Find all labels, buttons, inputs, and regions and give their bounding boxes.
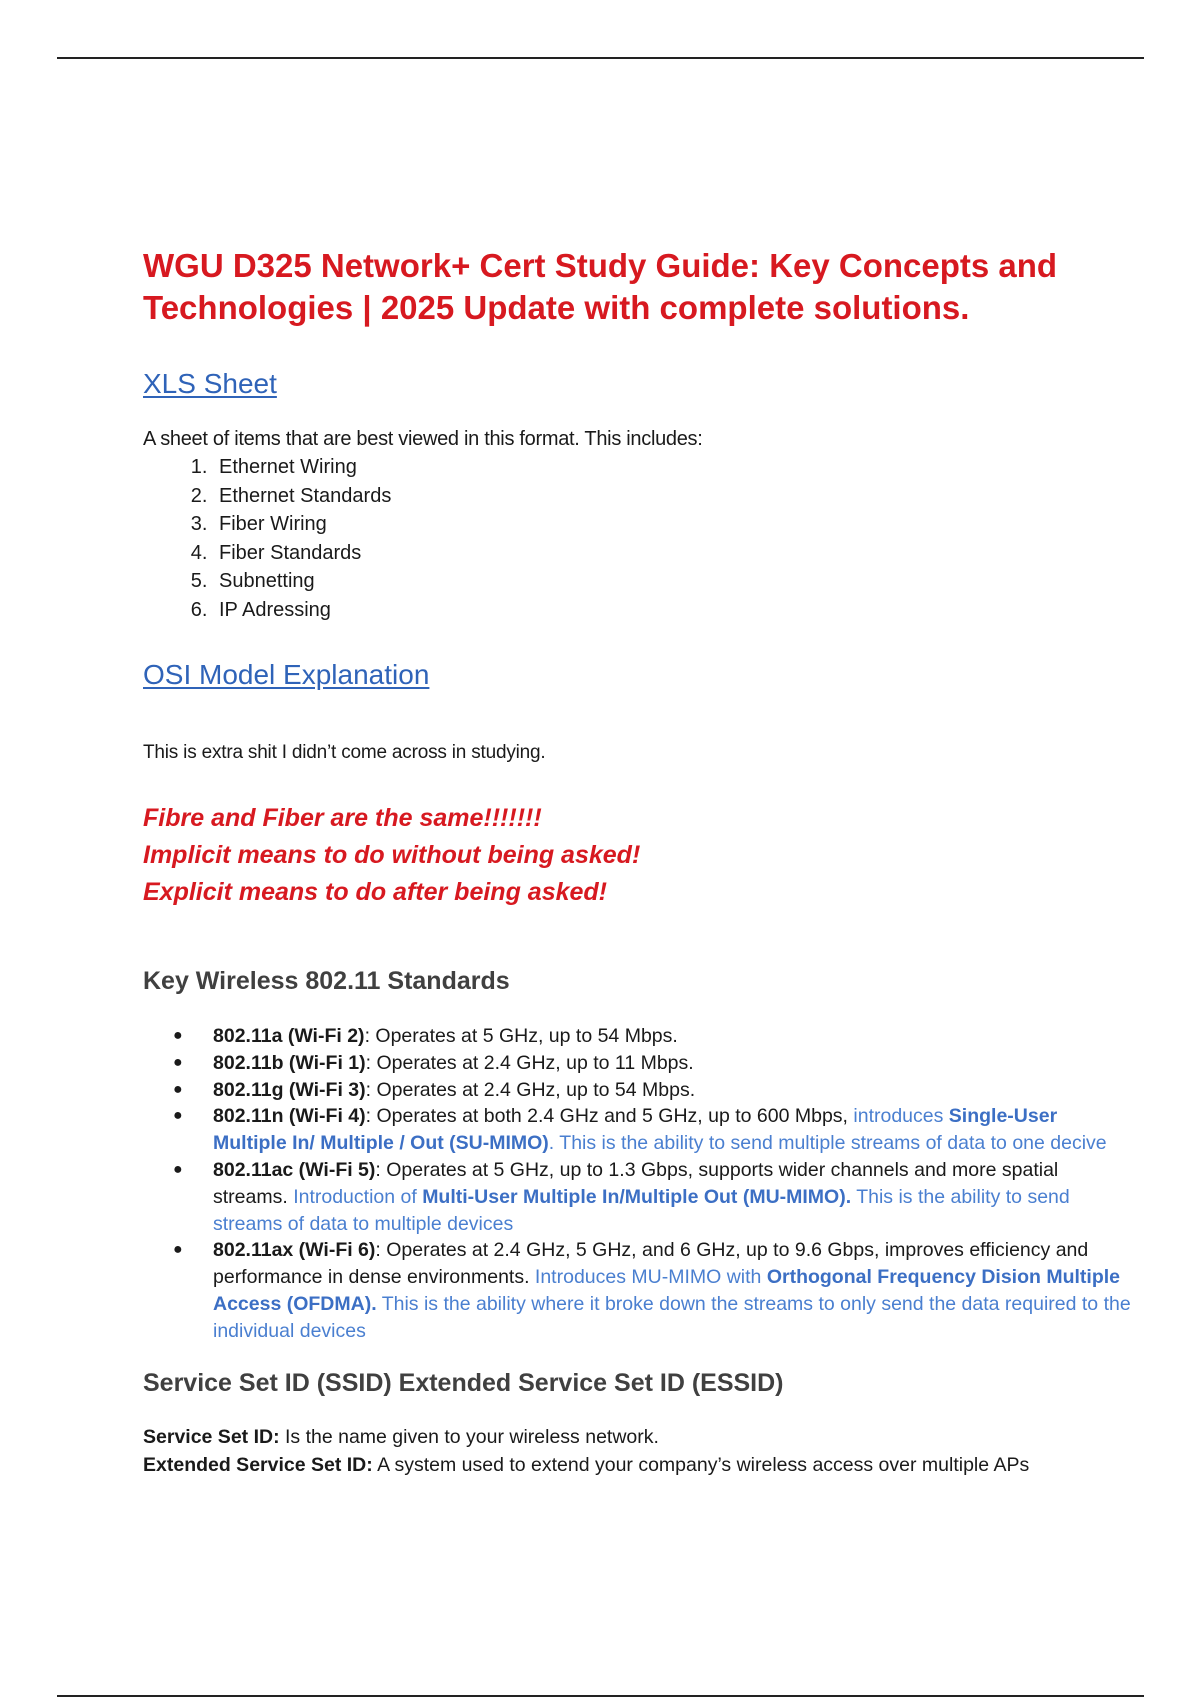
essid-def-text: A system used to extend your company’s wireless access over multiple APs bbox=[372, 1453, 1030, 1476]
title-line-2: Technologies | 2025 Update with complete solutions. bbox=[143, 289, 970, 326]
standard-note-term: Single-User Multiple In/ Multiple / Out (SU-MIMO) bbox=[213, 1105, 1058, 1155]
standard-name: 802.11a (Wi-Fi 2) bbox=[213, 1025, 365, 1047]
standard-name: 802.11ax (Wi-Fi 6) bbox=[213, 1239, 376, 1262]
standard-note: This is the ability to send streams of data to multiple devices bbox=[213, 1185, 1070, 1235]
bullet-icon: ● bbox=[173, 1080, 183, 1098]
bullet-icon: ● bbox=[173, 1241, 183, 1259]
list-item: 1. Ethernet Wiring bbox=[213, 453, 1133, 482]
ssid-heading: Service Set ID (SSID) Extended Service Set ID (ESSID) bbox=[143, 1368, 784, 1397]
top-rule bbox=[57, 57, 1144, 59]
document-title bbox=[143, 245, 1133, 329]
wireless-standards-list bbox=[143, 1023, 1133, 1345]
bullet-icon: ● bbox=[173, 1160, 183, 1178]
extra-note: This is extra shit I didn’t come across in studying. bbox=[143, 742, 546, 763]
standard-desc: : Operates at 5 GHz, up to 54 Mbps. bbox=[364, 1025, 678, 1047]
xls-intro-text: A sheet of items that are best viewed in this format. This includes: bbox=[143, 428, 703, 450]
standard-note: This is the ability where it broke down the streams to only send the data required to the individual devices bbox=[213, 1292, 1131, 1342]
document-body bbox=[143, 245, 1133, 1479]
list-item: 3. Fiber Wiring bbox=[213, 510, 1133, 539]
standard-name: 802.11b (Wi-Fi 1) bbox=[213, 1051, 366, 1074]
standard-note: Introduces MU-MIMO with bbox=[534, 1266, 767, 1289]
standard-note: introduces bbox=[853, 1105, 949, 1128]
title-line-1: WGU D325 Network+ Cert Study Guide: Key Concepts and bbox=[143, 247, 1058, 284]
ssid-term: Service Set ID: bbox=[143, 1425, 280, 1448]
standard-desc: : Operates at both 2.4 GHz and 5 GHz, up to 600 Mbps, bbox=[365, 1105, 854, 1128]
wireless-standards-heading: Key Wireless 802.11 Standards bbox=[143, 967, 510, 995]
xls-items-list bbox=[143, 453, 1133, 624]
bullet-icon: ● bbox=[173, 1027, 183, 1044]
ssid-def-text: Is the name given to your wireless network. bbox=[279, 1425, 659, 1448]
ssid-definition bbox=[143, 1423, 1133, 1451]
standard-desc: : Operates at 2.4 GHz, 5 GHz, and 6 GHz, up to 9.6 Gbps, improves efficiency and performance in dense environments. bbox=[213, 1239, 1089, 1289]
standard-note: Introduction of bbox=[293, 1185, 423, 1208]
list-item: 2. Ethernet Standards bbox=[213, 482, 1133, 511]
standard-item bbox=[173, 1157, 1133, 1237]
ssid-definitions bbox=[143, 1423, 1133, 1479]
standard-name: 802.11n (Wi-Fi 4) bbox=[213, 1105, 366, 1128]
bullet-icon: ● bbox=[173, 1053, 183, 1071]
bullet-icon: ● bbox=[173, 1107, 183, 1125]
callout-implicit: Implicit means to do without being asked! bbox=[143, 841, 641, 869]
standard-note-term: Multi-User Multiple In/Multiple Out (MU-MIMO). bbox=[422, 1185, 852, 1208]
callout-block bbox=[143, 800, 1133, 911]
callout-fibre: Fibre and Fiber are the same!!!!!!! bbox=[143, 804, 542, 832]
list-item: 4. Fiber Standards bbox=[213, 539, 1133, 568]
standard-item bbox=[173, 1023, 1133, 1050]
essid-definition bbox=[143, 1451, 1133, 1479]
standard-item bbox=[173, 1077, 1133, 1104]
standard-item bbox=[173, 1237, 1133, 1344]
standard-item bbox=[173, 1050, 1133, 1077]
standard-item bbox=[173, 1103, 1133, 1157]
standard-desc: : Operates at 2.4 GHz, up to 11 Mbps. bbox=[365, 1051, 694, 1074]
standard-desc: : Operates at 2.4 GHz, up to 54 Mbps. bbox=[365, 1078, 696, 1101]
list-item: 6. IP Adressing bbox=[213, 596, 1133, 625]
osi-model-link[interactable]: OSI Model Explanation bbox=[143, 659, 430, 690]
standard-note: . This is the ability to send multiple streams of data to one decive bbox=[548, 1132, 1107, 1155]
list-item: 5. Subnetting bbox=[213, 567, 1133, 596]
standard-note-term: Orthogonal Frequency Dision Multiple Access (OFDMA). bbox=[213, 1266, 1120, 1315]
standard-name: 802.11ac (Wi-Fi 5) bbox=[213, 1158, 376, 1181]
standard-desc: : Operates at 5 GHz, up to 1.3 Gbps, supports wider channels and more spatial streams. bbox=[213, 1158, 1059, 1208]
callout-explicit: Explicit means to do after being asked! bbox=[143, 878, 608, 906]
standard-name: 802.11g (Wi-Fi 3) bbox=[213, 1078, 366, 1101]
essid-term: Extended Service Set ID: bbox=[143, 1453, 373, 1476]
bottom-rule bbox=[57, 1695, 1144, 1697]
xls-sheet-link[interactable]: XLS Sheet bbox=[143, 368, 277, 399]
